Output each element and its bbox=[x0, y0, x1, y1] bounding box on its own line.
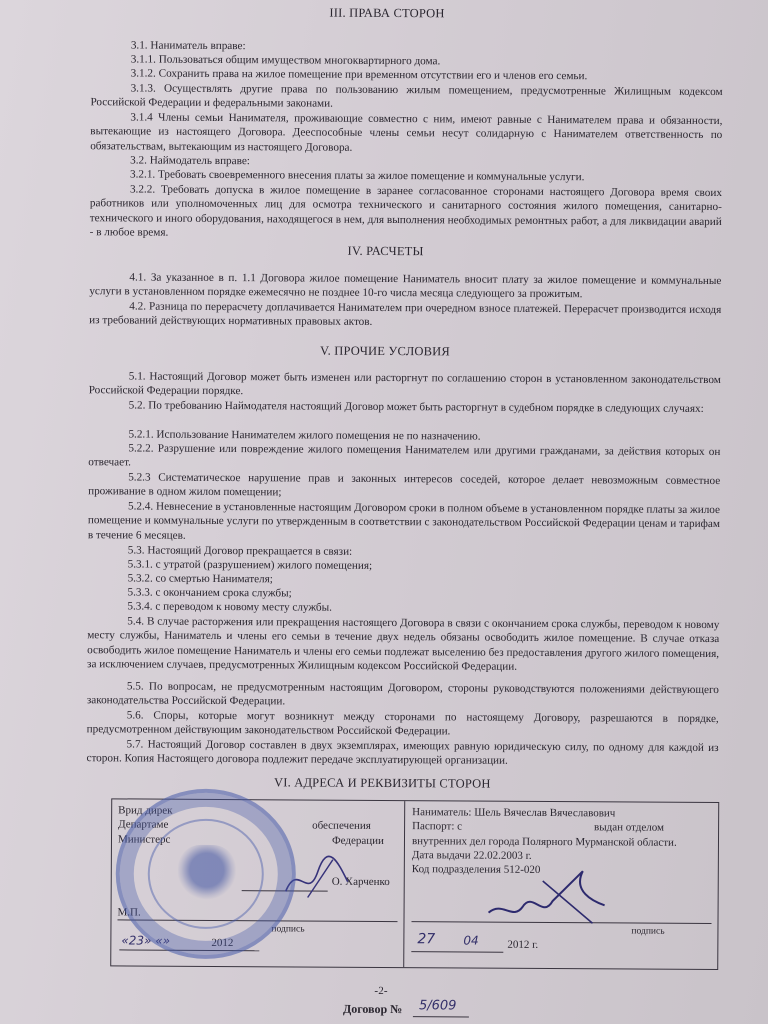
paragraph-5-1: 5.1. Настоящий Договор может быть изменен или расторгнут по соглашению сторон в установленном законодательством Российской Федерации порядке. bbox=[88, 370, 721, 398]
table-divider bbox=[403, 801, 405, 967]
paragraph-5-3-3: 5.3.3. с окончанием срока службы; bbox=[127, 586, 292, 600]
tenant-date-month: 04 bbox=[463, 933, 479, 948]
paragraph-5-2: 5.2. По требованию Наймодателя настоящий Договор может быть расторгнут в судебном порядке в следующих случаях: bbox=[128, 399, 704, 415]
landlord-podpis-label: подпись bbox=[271, 924, 305, 935]
stamp-placeholder-label: М.П. bbox=[117, 906, 141, 919]
tenant-division-code: Код подразделения 512-020 bbox=[411, 863, 541, 876]
tenant-date-line bbox=[411, 951, 503, 953]
landlord-date-year: 2012 bbox=[211, 936, 234, 950]
page-number: -2- bbox=[374, 984, 388, 998]
paragraph-3-2-2: 3.2.2. Требовать допуска в жилое помещение в заранее согласованное сторонами настоящего Договора время своих работников или уполномоченных лиц для осмотра технического и санитарного состояния жилого помещения, санитарно-технического и иного оборудования, находящегося в нем, для выполнения необходимых ремонтных работ, а для ликвидации аварий - в любое время. bbox=[89, 183, 722, 239]
contract-number-handwritten: 5/609 bbox=[418, 998, 457, 1014]
paragraph-5-2-3: 5.2.3 Систематическое нарушение прав и законных интересов соседей, которое делает невозможным совместное проживание в одном жилом помещении; bbox=[88, 471, 721, 499]
paragraph-5-2-4: 5.2.4. Невнесение в установленные настоящим Договором сроки в полном объеме в установленном порядке платы за жилое помещение и коммунальные услуги по утвержденным в соответствии с законодательством Российской Федерации ценам и тарифам в течение 6 месяцев. bbox=[87, 500, 721, 542]
landlord-ministry: Министерс bbox=[117, 833, 171, 846]
paragraph-5-3: 5.3. Настоящий Договор прекращается в связи: bbox=[127, 544, 353, 558]
landlord-department-end: обеспечения bbox=[312, 819, 371, 832]
tenant-name: Наниматель: Шель Вячеслав Вячеславович bbox=[412, 806, 616, 820]
paragraph-5-7: 5.7. Настоящий Договор составлен в двух экземплярах, имеющих равную юридическую силу, по одному для каждой из сторон. Копия Настоящего договора подлежит передаче эксплуатирующей организации. bbox=[86, 738, 719, 768]
tenant-signature bbox=[482, 861, 622, 932]
section-5-title: V. ПРОЧИЕ УСЛОВИЯ bbox=[319, 343, 450, 359]
contract-number-line bbox=[413, 1016, 469, 1017]
paragraph-5-2-1: 5.2.1. Использование Нанимателем жилого помещения не по назначению. bbox=[128, 428, 481, 443]
tenant-issuer: внутренних дел города Полярного Мурманской области. bbox=[411, 835, 677, 849]
landlord-ministry-end: Федерации bbox=[331, 834, 384, 848]
eagle-emblem-icon bbox=[178, 845, 236, 901]
tenant-date-day: 27 bbox=[417, 931, 436, 948]
paragraph-3-1: 3.1. Наниматель вправе: bbox=[130, 39, 246, 53]
paragraph-5-5: 5.5. По вопросам, не предусмотренным настоящим Договором, стороны руководствуются положениями действующего законодательства Российской Федерации. bbox=[86, 680, 719, 708]
landlord-department: Департаме bbox=[118, 818, 169, 831]
paragraph-3-1-3: 3.1.3. Осуществлять другие права по пользованию жилым помещением, предусмотренные Жилищным кодексом Российской Федерации и федеральными законами. bbox=[90, 82, 723, 111]
paragraph-3-2: 3.2. Наймодатель вправе: bbox=[130, 154, 250, 168]
paragraph-5-6: 5.6. Споры, которые могут возникнут между сторонами по настоящему Договору, разрешаются в порядке, предусмотренном действующим законодательством Российской Федерации. bbox=[86, 709, 719, 738]
paragraph-3-2-1: 3.2.1. Требовать своевременного внесения платы за жилое помещение и коммунальные услуги. bbox=[130, 168, 585, 184]
tenant-passport: Паспорт: с bbox=[412, 820, 463, 833]
paragraph-3-1-2: 3.1.2. Сохранить права на жилое помещение при временном отсутствии его и членов его семьи. bbox=[130, 67, 588, 83]
section-4-title: IV. РАСЧЕТЫ bbox=[347, 243, 424, 259]
paragraph-3-1-1: 3.1.1. Пользоваться общим имуществом многоквартирного дома. bbox=[130, 53, 441, 68]
paragraph-5-3-4: 5.3.4. с переводом к новому месту службы. bbox=[127, 600, 332, 614]
paragraph-5-4: 5.4. В случае расторжения или прекращения настоящего Договора в связи с окончанием срока службы, переводом к новому месту службы, Наниматель и члены его семьи в течение двух недель обязаны освободить жилое помещение. В случае отказа освободить жилое помещение Наниматель и члены его семьи подлежат выселению без предоставления другого жилого помещения, за исключением случаев, предусмотренных Жилищным кодексом Российской Федерации. bbox=[87, 615, 720, 674]
section-6-title: VI. АДРЕСА И РЕКВИЗИТЫ СТОРОН bbox=[273, 775, 491, 791]
paragraph-5-2-2: 5.2.2. Разрушение или повреждение жилого помещения Нанимателем или другими гражданами, за действия которых он отвечает. bbox=[88, 442, 721, 469]
official-stamp bbox=[115, 788, 296, 959]
paragraph-3-1-4: 3.1.4 Члены семьи Нанимателя, проживающие совместно с ним, имеют равные с Нанимателем права и обязанности, вытекающие из настоящего Договора. Дееспособные члены семьи несут солидарную с Нанимателем ответственность по обязательствам, вытекающим из настоящего Договора. bbox=[90, 111, 723, 154]
tenant-podpis-label: подпись bbox=[631, 926, 665, 937]
tenant-passport-issued: выдан отделом bbox=[594, 821, 665, 834]
tenant-issue-date: Дата выдачи 22.02.2003 г. bbox=[411, 849, 532, 862]
paragraph-5-3-1: 5.3.1. с утратой (разрушением) жилого помещения; bbox=[127, 558, 373, 572]
paragraph-5-3-2: 5.3.2. со смертью Нанимателя; bbox=[127, 572, 273, 586]
landlord-position: Врид дирек bbox=[118, 804, 173, 817]
section-3-title: III. ПРАВА СТОРОН bbox=[329, 5, 445, 21]
paragraph-4-1: 4.1. За указанное в п. 1.1 Договора жилое помещение Наниматель вносит плату за жилое помещение и коммунальные услуги в установленном порядке ежемесячно не позднее 10-го числа месяца следующего за прожитым. bbox=[89, 271, 722, 301]
paragraph-4-2: 4.2. Разница по перерасчету доплачивается Нанимателем при очередном взносе платежей. Перерасчет производится исходя из требований действующих нормативных правовых актов. bbox=[89, 300, 722, 329]
landlord-date-handwritten: «23» «» bbox=[121, 933, 171, 948]
landlord-signer: О. Харченко bbox=[331, 875, 390, 889]
contract-number-label: Договор № bbox=[342, 1001, 403, 1017]
tenant-date-year: 2012 г. bbox=[507, 938, 539, 951]
